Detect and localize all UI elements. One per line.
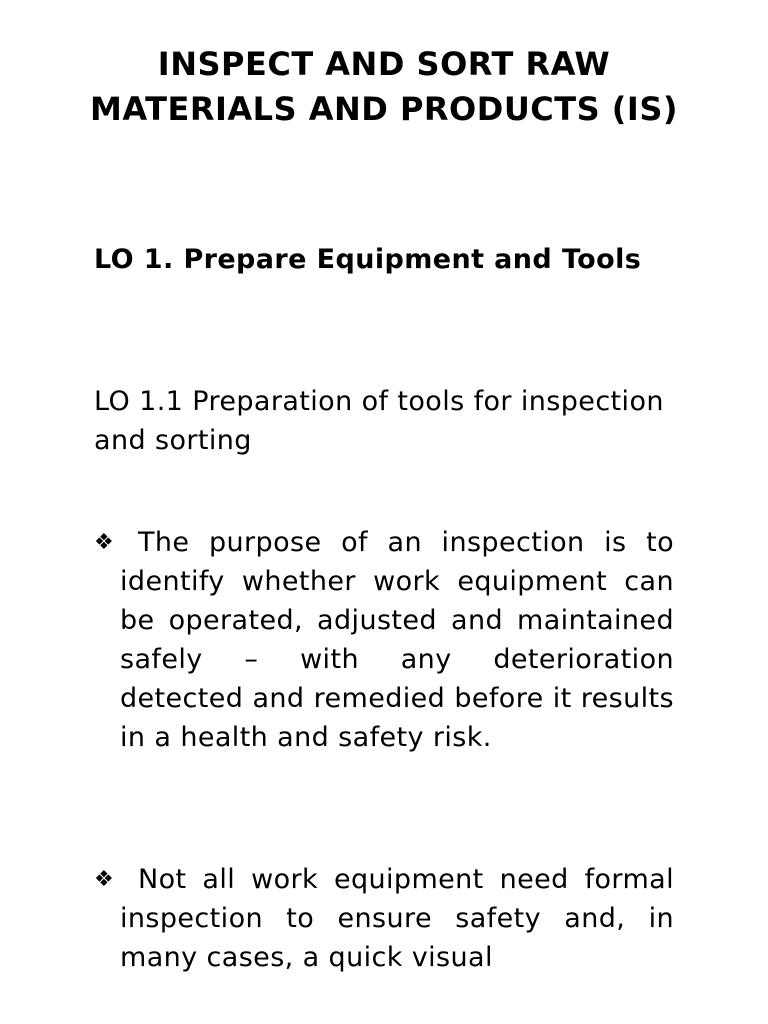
bullet-text: Not all work equipment need formal inspection to ensure safety and, in many cases, a quick visual (120, 864, 674, 973)
diamond-bullet-icon: ❖ (94, 530, 115, 555)
document-title: INSPECT AND SORT RAW MATERIALS AND PRODUCTS (IS) (90, 45, 678, 128)
bullet-paragraph (94, 860, 674, 977)
bullet-text: The purpose of an inspection is to identify whether work equipment can be operated, adjusted and maintained safely – with any deterioration detected and remedied before it results in a health and safety risk. (120, 527, 674, 753)
learning-outcome-subheading: LO 1.1 Preparation of tools for inspection and sorting (94, 386, 664, 456)
bullet-paragraph (94, 523, 674, 757)
diamond-bullet-icon: ❖ (94, 867, 115, 892)
learning-outcome-heading: LO 1. Prepare Equipment and Tools (94, 244, 642, 275)
